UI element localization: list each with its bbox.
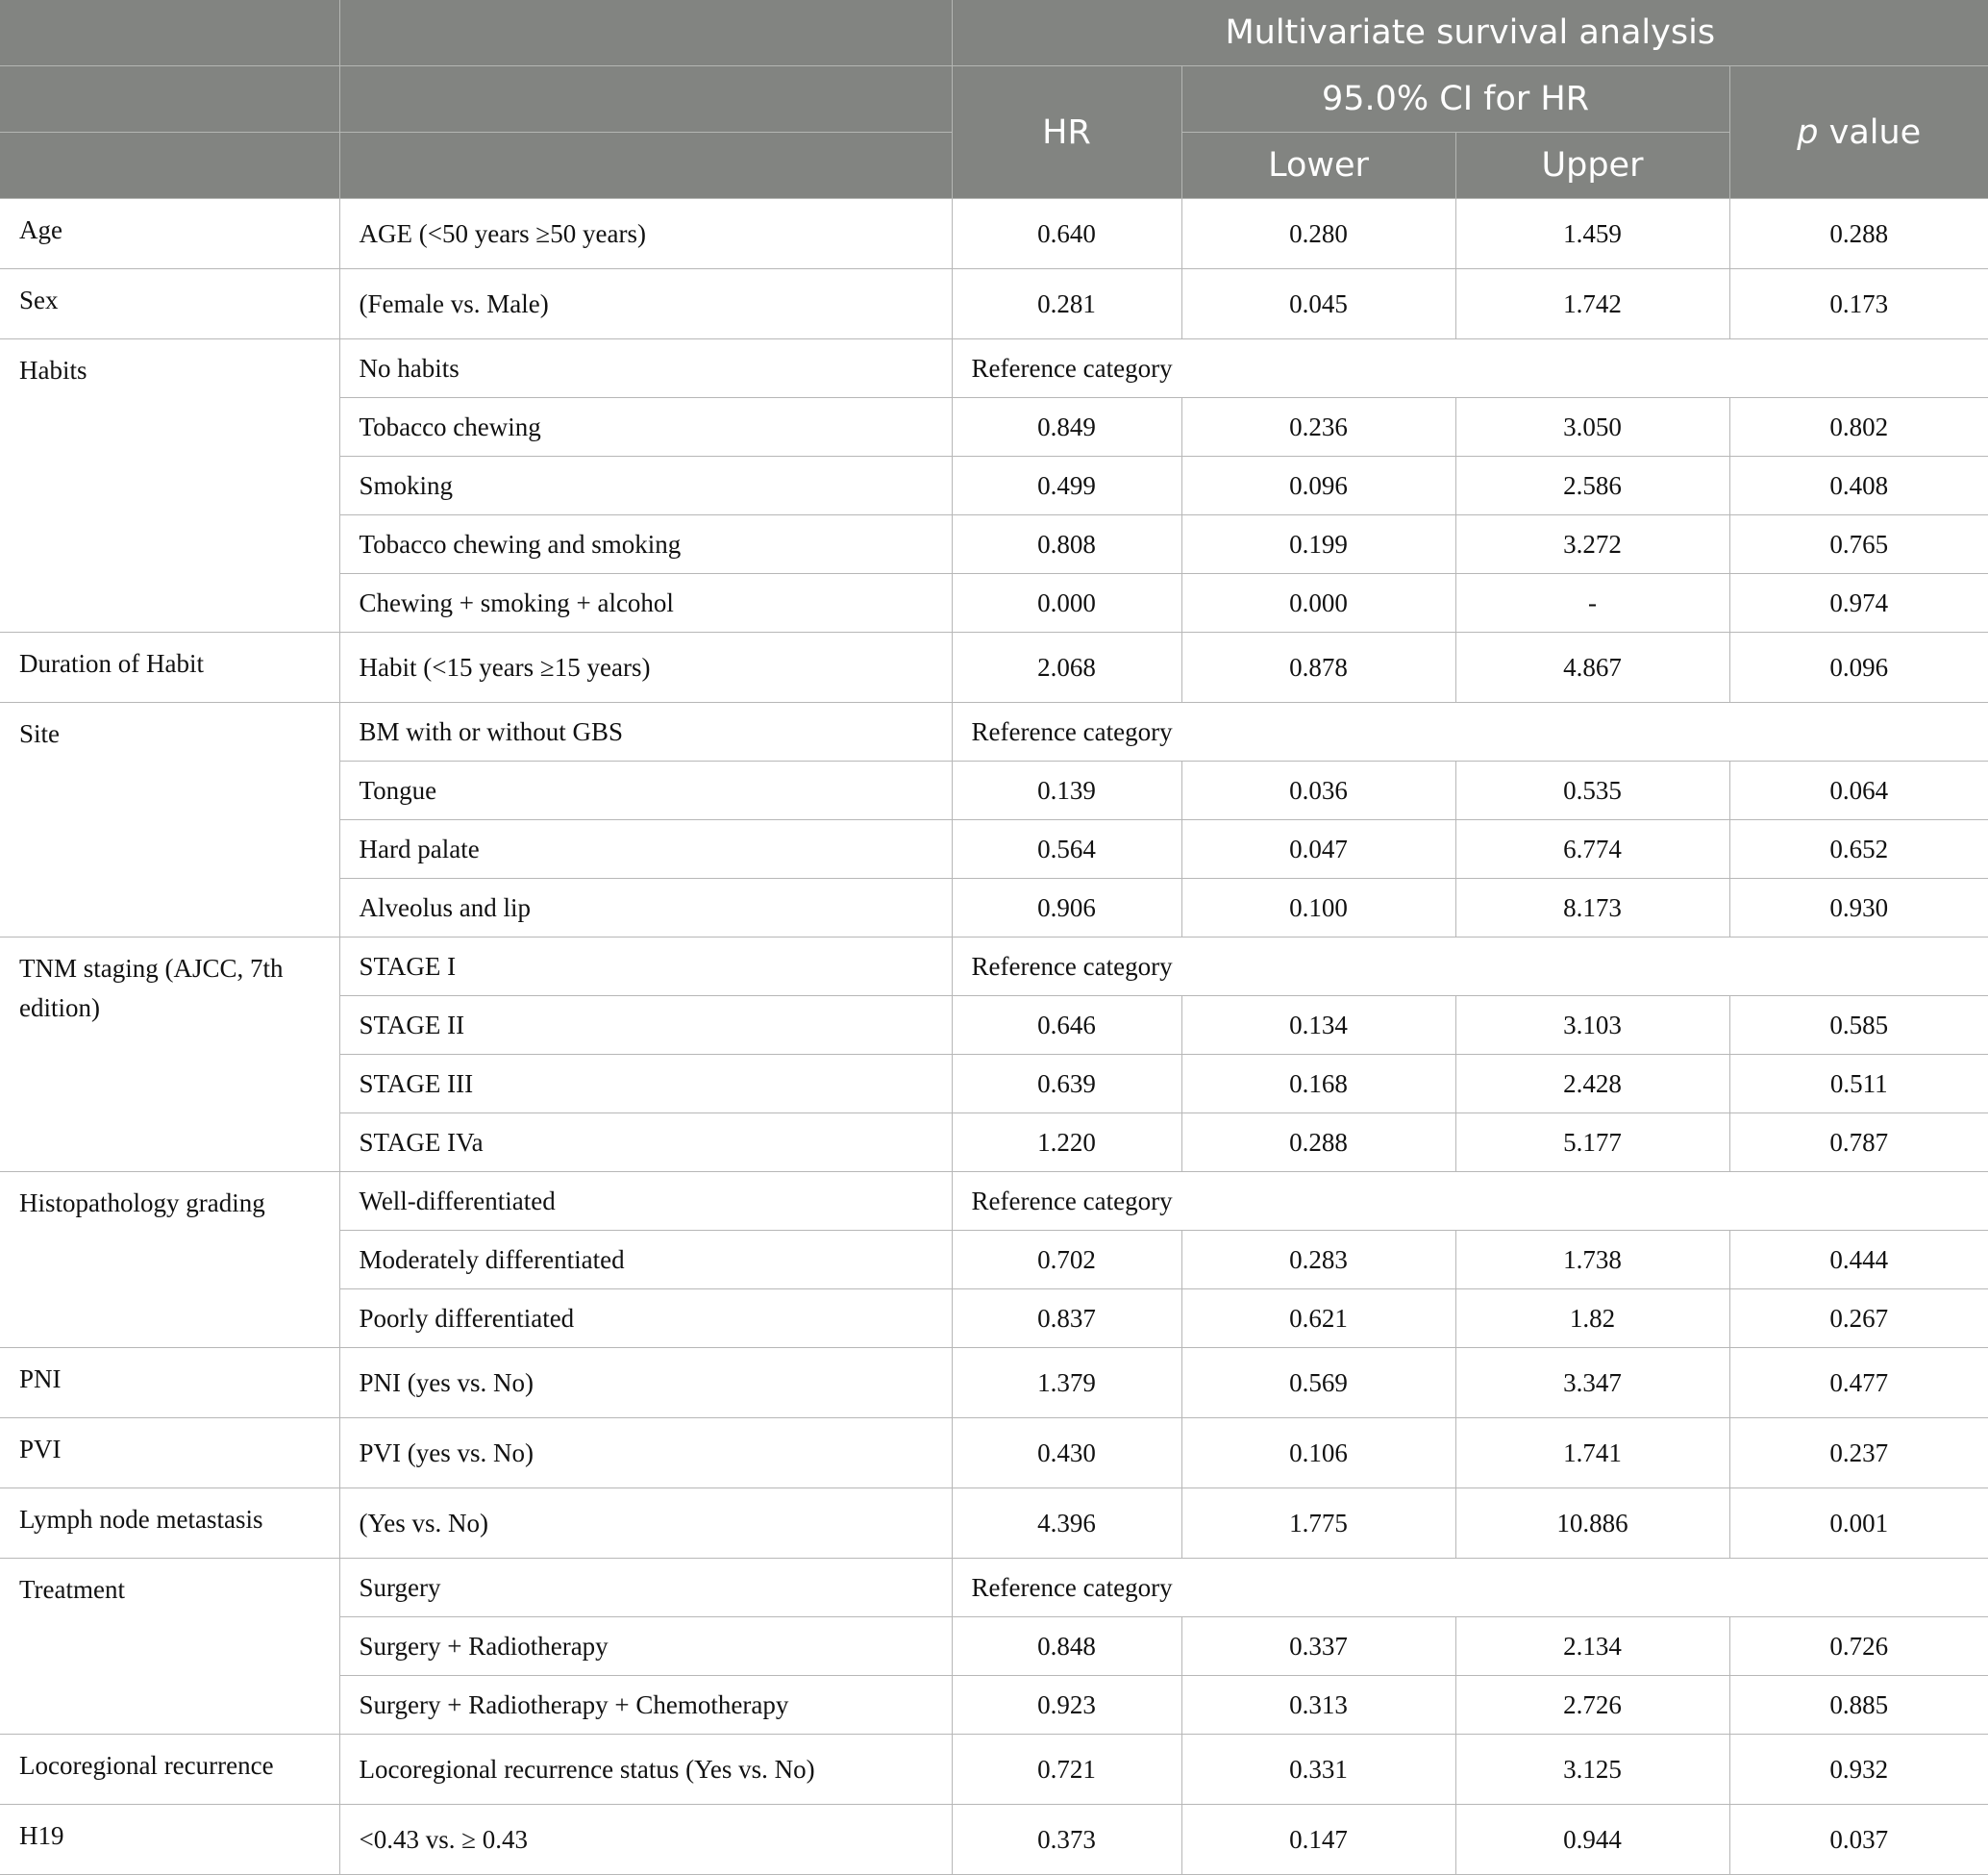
hr-value: 0.848 — [952, 1617, 1181, 1676]
table-row — [0, 339, 1988, 398]
header-lower: Lower — [1181, 133, 1455, 199]
ci-lower-value: 0.236 — [1181, 398, 1455, 457]
ci-upper-value: 3.050 — [1455, 398, 1729, 457]
ci-lower-value: 0.106 — [1181, 1418, 1455, 1488]
hr-value: 0.646 — [952, 996, 1181, 1055]
header-blank-6 — [339, 133, 952, 199]
row-subcategory: Smoking — [339, 457, 952, 515]
table-row — [0, 703, 1988, 762]
ci-upper-value: 2.726 — [1455, 1676, 1729, 1735]
table-row — [0, 1805, 1988, 1875]
p-value: 0.765 — [1729, 515, 1988, 574]
row-subcategory: STAGE I — [339, 938, 952, 996]
ci-lower-value: 0.147 — [1181, 1805, 1455, 1875]
row-category: Histopathology grading — [0, 1172, 339, 1348]
p-value: 0.652 — [1729, 820, 1988, 879]
ci-lower-value: 0.100 — [1181, 879, 1455, 938]
row-category: Site — [0, 703, 339, 938]
ci-lower-value: 0.878 — [1181, 633, 1455, 703]
ci-upper-value: 10.886 — [1455, 1488, 1729, 1559]
header-blank-5 — [0, 133, 339, 199]
hr-value: 0.639 — [952, 1055, 1181, 1113]
ci-lower-value: 0.096 — [1181, 457, 1455, 515]
row-category: Age — [0, 199, 339, 269]
header-group-title: Multivariate survival analysis — [952, 0, 1988, 66]
reference-category: Reference category — [952, 1559, 1988, 1617]
row-subcategory: <0.43 vs. ≥ 0.43 — [339, 1805, 952, 1875]
p-value: 0.477 — [1729, 1348, 1988, 1418]
row-category: TNM staging (AJCC, 7th edition) — [0, 938, 339, 1172]
hr-value: 0.837 — [952, 1289, 1181, 1348]
row-subcategory: (Yes vs. No) — [339, 1488, 952, 1559]
row-subcategory: Tongue — [339, 762, 952, 820]
row-subcategory: Surgery — [339, 1559, 952, 1617]
hr-value: 0.640 — [952, 199, 1181, 269]
row-subcategory: Poorly differentiated — [339, 1289, 952, 1348]
row-subcategory: (Female vs. Male) — [339, 269, 952, 339]
row-category: Treatment — [0, 1559, 339, 1735]
hr-value: 4.396 — [952, 1488, 1181, 1559]
ci-upper-value: 3.272 — [1455, 515, 1729, 574]
table-header — [0, 0, 1988, 199]
table-row — [0, 1172, 1988, 1231]
p-value: 0.511 — [1729, 1055, 1988, 1113]
row-subcategory: PVI (yes vs. No) — [339, 1418, 952, 1488]
table-row — [0, 269, 1988, 339]
hr-value: 0.564 — [952, 820, 1181, 879]
p-value: 0.932 — [1729, 1735, 1988, 1805]
ci-upper-value: - — [1455, 574, 1729, 633]
hr-value: 0.721 — [952, 1735, 1181, 1805]
row-subcategory: BM with or without GBS — [339, 703, 952, 762]
ci-lower-value: 0.621 — [1181, 1289, 1455, 1348]
ci-upper-value: 1.82 — [1455, 1289, 1729, 1348]
ci-lower-value: 0.288 — [1181, 1113, 1455, 1172]
header-blank-2 — [339, 0, 952, 66]
ci-lower-value: 0.000 — [1181, 574, 1455, 633]
hr-value: 0.849 — [952, 398, 1181, 457]
p-value: 0.408 — [1729, 457, 1988, 515]
p-value: 0.885 — [1729, 1676, 1988, 1735]
table-row — [0, 1735, 1988, 1805]
hr-value: 0.373 — [952, 1805, 1181, 1875]
table-body — [0, 199, 1988, 1875]
header-blank-1 — [0, 0, 339, 66]
row-subcategory: PNI (yes vs. No) — [339, 1348, 952, 1418]
ci-lower-value: 0.036 — [1181, 762, 1455, 820]
ci-lower-value: 0.134 — [1181, 996, 1455, 1055]
ci-upper-value: 2.134 — [1455, 1617, 1729, 1676]
table-row — [0, 1488, 1988, 1559]
ci-upper-value: 1.742 — [1455, 269, 1729, 339]
hr-value: 0.430 — [952, 1418, 1181, 1488]
p-value: 0.267 — [1729, 1289, 1988, 1348]
row-subcategory: Chewing + smoking + alcohol — [339, 574, 952, 633]
row-subcategory: Alveolus and lip — [339, 879, 952, 938]
header-blank-3 — [0, 66, 339, 133]
row-category: PVI — [0, 1418, 339, 1488]
hr-value: 0.702 — [952, 1231, 1181, 1289]
row-category: Lymph node metastasis — [0, 1488, 339, 1559]
header-p-italic: p — [1797, 112, 1819, 152]
row-subcategory: Surgery + Radiotherapy — [339, 1617, 952, 1676]
ci-upper-value: 8.173 — [1455, 879, 1729, 938]
row-category: Duration of Habit — [0, 633, 339, 703]
hr-value: 0.923 — [952, 1676, 1181, 1735]
row-subcategory: Moderately differentiated — [339, 1231, 952, 1289]
ci-lower-value: 0.168 — [1181, 1055, 1455, 1113]
ci-lower-value: 0.331 — [1181, 1735, 1455, 1805]
hr-value: 0.000 — [952, 574, 1181, 633]
ci-upper-value: 6.774 — [1455, 820, 1729, 879]
ci-upper-value: 3.103 — [1455, 996, 1729, 1055]
header-upper: Upper — [1455, 133, 1729, 199]
p-value: 0.173 — [1729, 269, 1988, 339]
p-value: 0.585 — [1729, 996, 1988, 1055]
reference-category: Reference category — [952, 938, 1988, 996]
p-value: 0.001 — [1729, 1488, 1988, 1559]
ci-lower-value: 0.045 — [1181, 269, 1455, 339]
ci-upper-value: 0.535 — [1455, 762, 1729, 820]
ci-upper-value: 2.586 — [1455, 457, 1729, 515]
row-subcategory: Tobacco chewing and smoking — [339, 515, 952, 574]
header-hr: HR — [952, 66, 1181, 199]
ci-upper-value: 1.459 — [1455, 199, 1729, 269]
row-category: Locoregional recurrence — [0, 1735, 339, 1805]
row-subcategory: AGE (<50 years ≥50 years) — [339, 199, 952, 269]
hr-value: 0.906 — [952, 879, 1181, 938]
p-value: 0.974 — [1729, 574, 1988, 633]
header-ci: 95.0% CI for HR — [1181, 66, 1729, 133]
ci-upper-value: 2.428 — [1455, 1055, 1729, 1113]
ci-lower-value: 0.313 — [1181, 1676, 1455, 1735]
ci-lower-value: 0.047 — [1181, 820, 1455, 879]
row-subcategory: STAGE III — [339, 1055, 952, 1113]
row-subcategory: Habit (<15 years ≥15 years) — [339, 633, 952, 703]
row-category: H19 — [0, 1805, 339, 1875]
table-row — [0, 633, 1988, 703]
reference-category: Reference category — [952, 703, 1988, 762]
ci-lower-value: 1.775 — [1181, 1488, 1455, 1559]
p-value: 0.037 — [1729, 1805, 1988, 1875]
p-value: 0.726 — [1729, 1617, 1988, 1676]
p-value: 0.237 — [1729, 1418, 1988, 1488]
hr-value: 0.808 — [952, 515, 1181, 574]
ci-upper-value: 3.125 — [1455, 1735, 1729, 1805]
table-row — [0, 1559, 1988, 1617]
table-row — [0, 1418, 1988, 1488]
ci-upper-value: 3.347 — [1455, 1348, 1729, 1418]
p-value: 0.096 — [1729, 633, 1988, 703]
row-category: Sex — [0, 269, 339, 339]
ci-upper-value: 4.867 — [1455, 633, 1729, 703]
p-value: 0.802 — [1729, 398, 1988, 457]
ci-upper-value: 0.944 — [1455, 1805, 1729, 1875]
p-value: 0.064 — [1729, 762, 1988, 820]
p-value: 0.444 — [1729, 1231, 1988, 1289]
hr-value: 1.220 — [952, 1113, 1181, 1172]
row-subcategory: Well-differentiated — [339, 1172, 952, 1231]
row-subcategory: STAGE II — [339, 996, 952, 1055]
row-subcategory: Tobacco chewing — [339, 398, 952, 457]
hr-value: 0.499 — [952, 457, 1181, 515]
hr-value: 0.139 — [952, 762, 1181, 820]
header-p-value — [1729, 66, 1988, 199]
header-blank-4 — [339, 66, 952, 133]
hr-value: 0.281 — [952, 269, 1181, 339]
table-row — [0, 1348, 1988, 1418]
table-row — [0, 199, 1988, 269]
ci-upper-value: 5.177 — [1455, 1113, 1729, 1172]
p-value: 0.787 — [1729, 1113, 1988, 1172]
row-subcategory: STAGE IVa — [339, 1113, 952, 1172]
ci-lower-value: 0.337 — [1181, 1617, 1455, 1676]
ci-lower-value: 0.569 — [1181, 1348, 1455, 1418]
ci-upper-value: 1.738 — [1455, 1231, 1729, 1289]
row-category: PNI — [0, 1348, 339, 1418]
ci-lower-value: 0.280 — [1181, 199, 1455, 269]
p-value: 0.930 — [1729, 879, 1988, 938]
hr-value: 2.068 — [952, 633, 1181, 703]
ci-lower-value: 0.283 — [1181, 1231, 1455, 1289]
row-subcategory: Surgery + Radiotherapy + Chemotherapy — [339, 1676, 952, 1735]
reference-category: Reference category — [952, 339, 1988, 398]
row-subcategory: Locoregional recurrence status (Yes vs. No) — [339, 1735, 952, 1805]
row-subcategory: Hard palate — [339, 820, 952, 879]
ci-lower-value: 0.199 — [1181, 515, 1455, 574]
p-value: 0.288 — [1729, 199, 1988, 269]
hr-value: 1.379 — [952, 1348, 1181, 1418]
reference-category: Reference category — [952, 1172, 1988, 1231]
ci-upper-value: 1.741 — [1455, 1418, 1729, 1488]
row-subcategory: No habits — [339, 339, 952, 398]
header-p-rest: value — [1818, 112, 1922, 152]
row-category: Habits — [0, 339, 339, 633]
table-row — [0, 938, 1988, 996]
